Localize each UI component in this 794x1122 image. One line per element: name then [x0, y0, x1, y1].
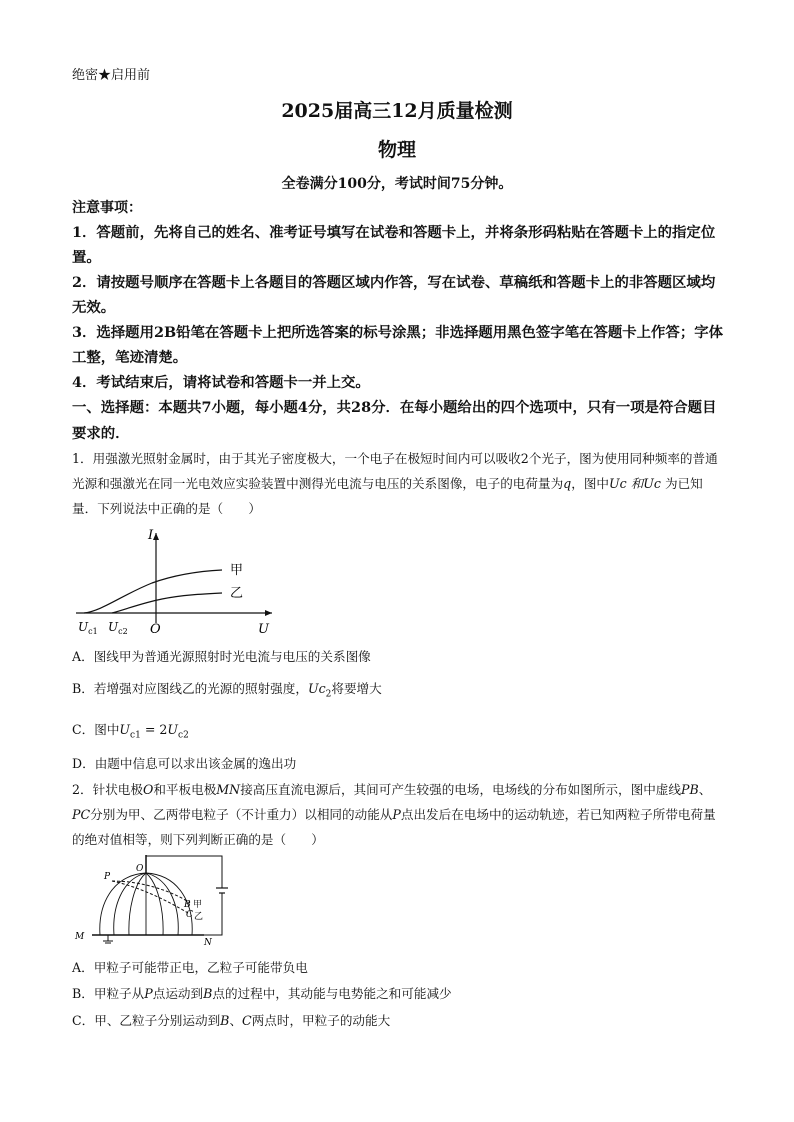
label-m: M	[75, 932, 85, 942]
q1-graph	[72, 525, 292, 640]
y-axis-label: I	[148, 528, 154, 543]
q1-option-c: C．图中$U_{c1} = 2U_{c2}$	[72, 722, 189, 741]
wire	[146, 856, 222, 888]
field-line	[129, 873, 146, 935]
note-item: 3．选择题用2B铅笔在答题卡上把所选答案的标号涂黑；非选择题用黑色签字笔在答题卡上作答；字体工整，笔迹清楚。	[72, 324, 723, 366]
note-item: 4．考试结束后，请将试卷和答题卡一并上交。	[72, 374, 370, 391]
origin-label: O	[150, 622, 161, 637]
exam-info: 全卷满分100分，考试时间75分钟。	[281, 176, 513, 192]
label-b: B	[184, 900, 191, 910]
label-n: N	[204, 938, 212, 948]
label-o: O	[136, 864, 144, 874]
notes-heading: 注意事项：	[72, 200, 142, 216]
note-item: 2．请按题号顺序在答题卡上各题目的答题区域内作答，写在试卷、草稿纸和答题卡上的非答题区域均无效。	[72, 274, 716, 316]
q2-field-diagram	[72, 855, 242, 950]
question-1-stem: 1．用强激光照射金属时，由于其光子密度极大，一个电子在极短时间内可以吸收2个光子，图为使用同种频率的普通光源和强激光在同一光电效应实验装置中测得光电流与电压的关系图像，电子的电荷量为q，图中Uc 和Uc 为已知量．下列说法中正确的是（ ）	[72, 451, 718, 516]
label-yi: 乙	[194, 912, 204, 922]
q1-option-b: B．若增强对应图线乙的光源的照射强度，$Uc_2$将要增大	[72, 681, 382, 700]
y-axis-arrow	[153, 533, 159, 540]
question-2-stem: 2．针状电极O和平板电极MN接高压直流电源后，其间可产生较强的电场，电场线的分布如图所示，图中虚线PB、PC分别为甲、乙两带电粒子（不计重力）以相同的动能从P点出发后在电场中的运动轨迹，若已知两粒子所带电荷量的绝对值相等，则下列判断正确的是（ ）	[72, 782, 716, 847]
q2-option-b: B．甲粒子从P点运动到B点的过程中，其动能与电势能之和可能减少	[72, 986, 452, 1001]
x-axis-arrow	[265, 610, 272, 616]
q1-option-a: A．图线甲为普通光源照射时光电流与电压的关系图像	[72, 649, 371, 664]
tick-uc2: $U_{c2}$	[108, 620, 128, 636]
field-line	[146, 873, 178, 935]
label-jia: 甲	[193, 900, 203, 910]
field-line	[146, 873, 163, 935]
tick-uc1: $U_{c1}$	[78, 620, 98, 636]
x-axis-label: U	[258, 622, 269, 637]
label-c: C	[186, 910, 193, 920]
q1-option-d: D．由题中信息可以求出该金属的逸出功	[72, 756, 297, 771]
note-item: 1．答题前，先将自己的姓名、准考证号填写在试卷和答题卡上，并将条形码粘贴在答题卡上的指定位置。	[72, 224, 716, 266]
label-p: P	[104, 872, 111, 882]
confidential-mark: 绝密★启用前	[72, 68, 151, 83]
exam-title: 2025届高三12月质量检测	[281, 100, 513, 122]
curve-jia-label: 甲	[230, 563, 244, 578]
curve-jia	[84, 570, 222, 613]
subject-title: 物理	[377, 139, 416, 161]
q2-option-c: C．甲、乙粒子分别运动到B、C两点时，甲粒子的动能大	[72, 1013, 391, 1028]
curve-yi-label: 乙	[230, 586, 244, 601]
section-heading: 一、选择题：本题共7小题，每小题4分，共28分．在每小题给出的四个选项中，只有一项是符合题目要求的．	[72, 399, 717, 442]
curve-yi	[112, 593, 222, 613]
q2-option-a: A．甲粒子可能带正电，乙粒子可能带负电	[72, 960, 308, 975]
